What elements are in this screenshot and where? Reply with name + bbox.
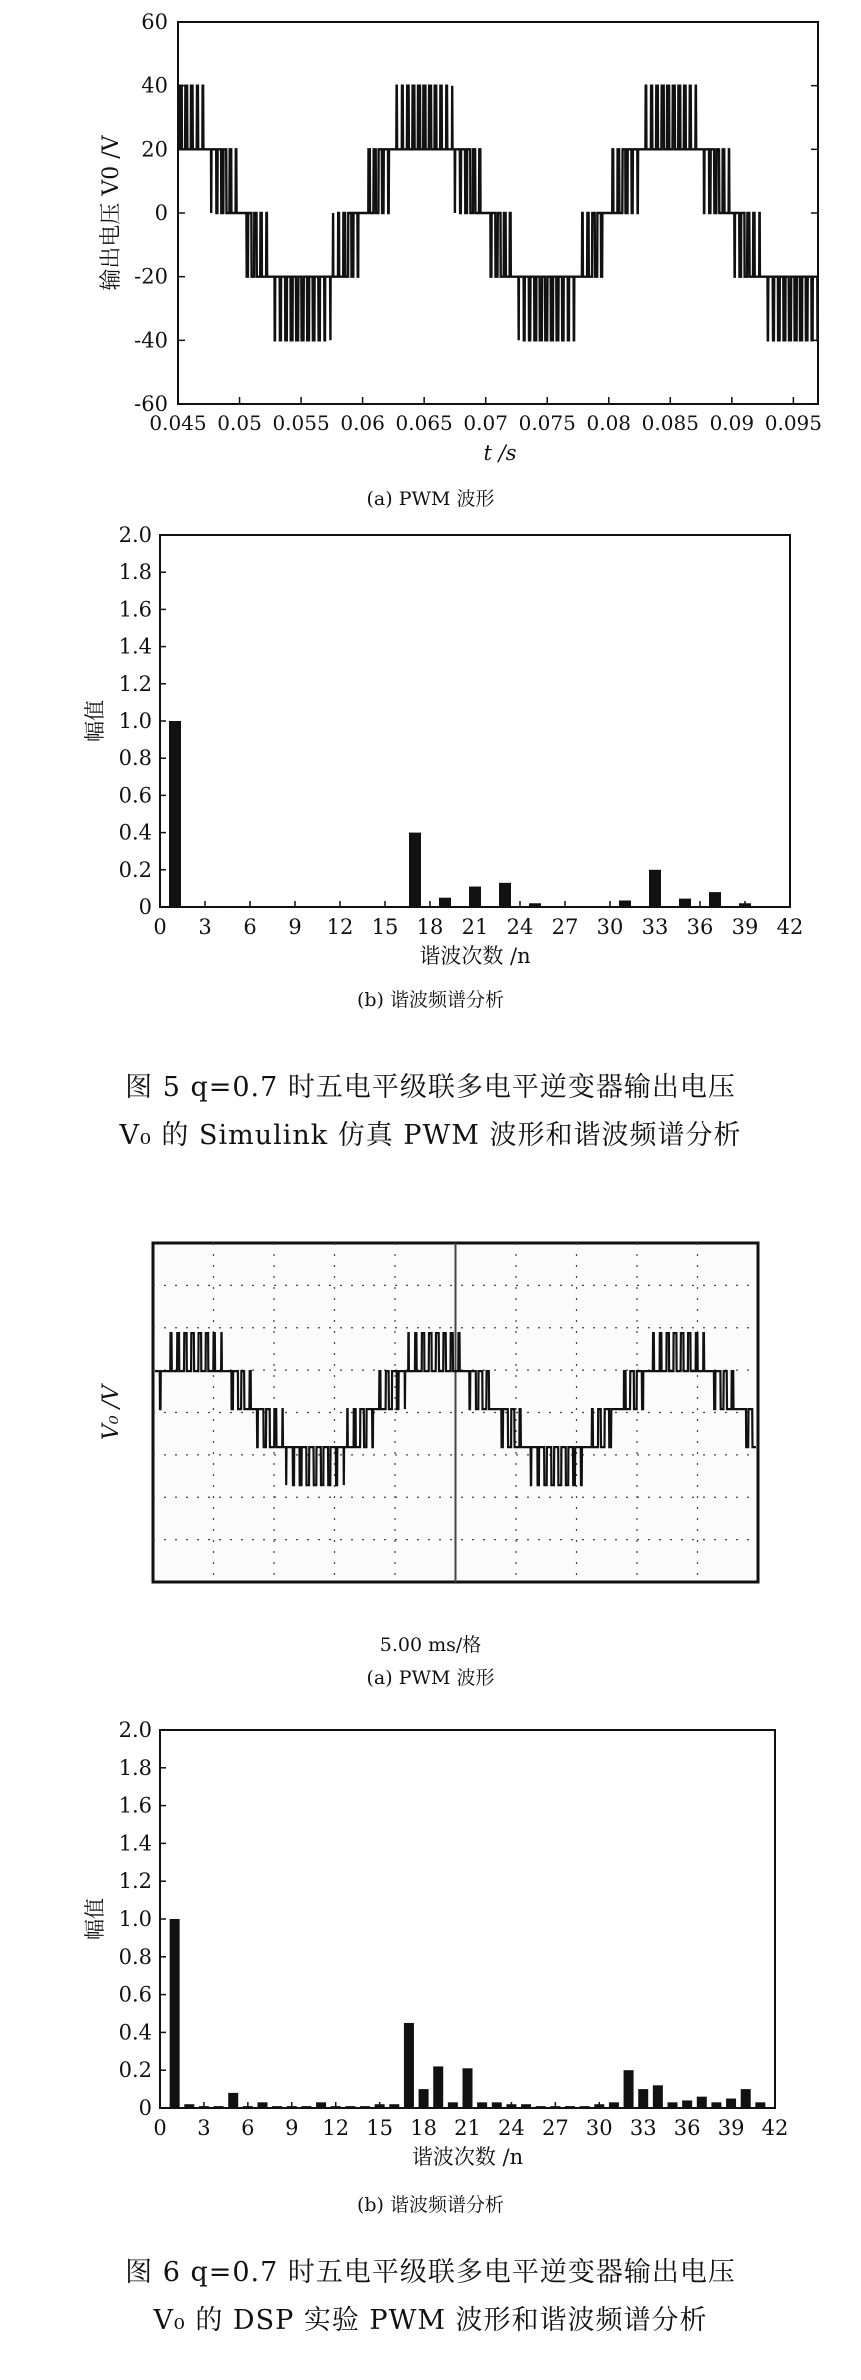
y-tick-label: -60 bbox=[134, 392, 168, 416]
x-tick-label: 0.045 bbox=[149, 411, 207, 435]
y-tick-label: 0 bbox=[154, 201, 168, 225]
bar-harmonic-27 bbox=[550, 2106, 560, 2108]
bar-harmonic-16 bbox=[389, 2104, 399, 2108]
y-tick-label: 0 bbox=[138, 895, 152, 919]
x-axis-label: 谐波次数 /n bbox=[419, 944, 531, 968]
fig6-subcaption-b: (b) 谐波频谱分析 bbox=[356, 2194, 505, 2216]
fig5-subcaption-a: (a) PWM 波形 bbox=[366, 488, 495, 510]
x-tick-label: 0.085 bbox=[641, 411, 699, 435]
x-axis-label: t /s bbox=[483, 441, 517, 465]
x-tick-label: 24 bbox=[506, 915, 534, 939]
bar-harmonic-8 bbox=[272, 2106, 282, 2108]
x-tick-label: 36 bbox=[673, 2116, 701, 2140]
x-tick-label: 27 bbox=[551, 915, 579, 939]
x-tick-label: 0.06 bbox=[340, 411, 385, 435]
y-tick-label: -40 bbox=[134, 328, 168, 353]
y-tick-label: 40 bbox=[141, 73, 168, 98]
y-tick-label: 0.8 bbox=[118, 1944, 152, 1969]
y-tick-label: 1.8 bbox=[118, 560, 152, 585]
x-tick-label: 6 bbox=[243, 915, 257, 939]
bar-harmonic-13 bbox=[345, 2106, 355, 2108]
bar-harmonic-14 bbox=[360, 2106, 370, 2108]
bar-harmonic-31 bbox=[619, 900, 631, 907]
fig6-time-scale-label: 5.00 ms/格 bbox=[379, 1634, 482, 1656]
bar-harmonic-2 bbox=[184, 2104, 194, 2108]
bar-harmonic-29 bbox=[589, 906, 601, 908]
x-tick-label: 39 bbox=[731, 915, 759, 939]
x-tick-label: 0.055 bbox=[272, 411, 330, 435]
bar-harmonic-37 bbox=[709, 892, 721, 907]
y-axis-label: 幅值 bbox=[83, 1898, 107, 1940]
x-tick-label: 30 bbox=[596, 915, 624, 939]
bar-harmonic-1 bbox=[170, 1919, 180, 2108]
x-tick-label: 33 bbox=[641, 915, 669, 939]
x-tick-label: 18 bbox=[416, 915, 444, 939]
x-tick-label: 9 bbox=[288, 915, 302, 939]
y-tick-label: 0.8 bbox=[118, 746, 152, 771]
bar-harmonic-28 bbox=[565, 2106, 575, 2108]
bar-harmonic-33 bbox=[638, 2089, 648, 2108]
fig5-harmonic-spectrum-chart bbox=[0, 515, 861, 975]
bar-harmonic-18 bbox=[419, 2089, 429, 2108]
x-tick-label: 24 bbox=[498, 2116, 525, 2140]
x-tick-label: 0.095 bbox=[764, 411, 823, 435]
bar-harmonic-20 bbox=[448, 2102, 458, 2108]
y-axis-label: 幅值 bbox=[83, 700, 107, 742]
bar-harmonic-38 bbox=[711, 2102, 721, 2108]
y-axis-label: 输出电压 V0 /V bbox=[99, 135, 124, 291]
x-tick-label: 15 bbox=[371, 915, 399, 939]
bar-harmonic-29 bbox=[580, 2106, 590, 2108]
y-tick-label: 1.4 bbox=[118, 634, 152, 659]
x-tick-label: 12 bbox=[322, 2116, 350, 2140]
bar-harmonic-15 bbox=[375, 2104, 385, 2108]
bar-harmonic-30 bbox=[594, 2104, 604, 2108]
x-tick-label: 39 bbox=[717, 2116, 745, 2140]
bar-harmonic-9 bbox=[289, 906, 301, 908]
y-tick-label: 2.0 bbox=[118, 523, 152, 547]
bar-harmonic-25 bbox=[529, 903, 541, 907]
bar-harmonic-41 bbox=[769, 906, 781, 908]
bar-harmonic-21 bbox=[469, 887, 481, 907]
bar-harmonic-19 bbox=[433, 2066, 443, 2108]
bar-harmonic-21 bbox=[463, 2068, 473, 2108]
fig5-pwm-waveform-chart bbox=[0, 0, 861, 480]
fig5-subcaption-b: (b) 谐波频谱分析 bbox=[356, 989, 505, 1011]
bar-harmonic-6 bbox=[243, 2106, 253, 2108]
bar-harmonic-5 bbox=[229, 906, 241, 908]
fig6-caption-line1: 图 6 q=0.7 时五电平级联多电平逆变器输出电压 bbox=[125, 2257, 736, 2288]
bar-harmonic-33 bbox=[649, 870, 661, 907]
bar-harmonic-41 bbox=[755, 2102, 765, 2108]
bar-harmonic-4 bbox=[214, 2106, 224, 2108]
x-tick-label: 0 bbox=[153, 915, 167, 939]
bar-harmonic-11 bbox=[319, 906, 331, 908]
x-tick-label: 21 bbox=[461, 915, 489, 939]
bar-harmonic-10 bbox=[301, 2106, 311, 2108]
y-tick-label: 0 bbox=[138, 2096, 152, 2120]
bar-harmonic-9 bbox=[287, 2106, 297, 2108]
x-tick-label: 27 bbox=[541, 2116, 569, 2140]
fig5-caption-line1: 图 5 q=0.7 时五电平级联多电平逆变器输出电压 bbox=[125, 1072, 736, 1103]
x-tick-label: 3 bbox=[198, 915, 212, 939]
bar-harmonic-31 bbox=[609, 2102, 619, 2108]
bar-harmonic-22 bbox=[477, 2102, 487, 2108]
x-tick-label: 6 bbox=[241, 2116, 255, 2140]
fig6-oscilloscope-chart bbox=[0, 1235, 861, 1615]
bar-harmonic-7 bbox=[258, 2102, 268, 2108]
bar-harmonic-25 bbox=[521, 2104, 531, 2108]
x-tick-label: 36 bbox=[686, 915, 714, 939]
y-tick-label: 20 bbox=[141, 137, 168, 162]
bar-harmonic-26 bbox=[536, 2106, 546, 2108]
x-tick-label: 15 bbox=[366, 2116, 394, 2140]
x-tick-label: 0.07 bbox=[463, 411, 508, 435]
x-tick-label: 21 bbox=[454, 2116, 481, 2140]
x-tick-label: 9 bbox=[285, 2116, 299, 2140]
y-tick-label: 0.2 bbox=[118, 857, 152, 882]
bar-harmonic-12 bbox=[331, 2106, 341, 2108]
bar-harmonic-1 bbox=[169, 721, 181, 907]
fig6-harmonic-spectrum-chart bbox=[0, 1710, 861, 2210]
y-tick-label: 0.6 bbox=[118, 783, 152, 808]
y-tick-label: 1.6 bbox=[118, 1793, 152, 1818]
bar-harmonic-17 bbox=[404, 2023, 414, 2108]
bar-harmonic-23 bbox=[499, 883, 511, 907]
x-tick-label: 3 bbox=[197, 2116, 211, 2140]
x-tick-label: 0 bbox=[153, 2116, 167, 2140]
x-tick-label: 12 bbox=[326, 915, 354, 939]
bar-harmonic-23 bbox=[492, 2102, 502, 2108]
y-tick-label: 1.4 bbox=[118, 1831, 152, 1856]
x-tick-label: 0.09 bbox=[709, 411, 755, 435]
fig5-caption-line2: V₀ 的 Simulink 仿真 PWM 波形和谐波频谱分析 bbox=[119, 1120, 742, 1151]
bar-harmonic-27 bbox=[559, 906, 571, 908]
x-tick-label: 30 bbox=[585, 2116, 613, 2140]
bar-harmonic-3 bbox=[199, 2106, 209, 2108]
x-tick-label: 0.08 bbox=[586, 411, 632, 435]
x-tick-label: 42 bbox=[776, 915, 804, 939]
y-tick-label: 0.4 bbox=[118, 2020, 152, 2045]
bar-harmonic-11 bbox=[316, 2102, 326, 2108]
bar-harmonic-5 bbox=[228, 2093, 238, 2108]
x-axis-label: 谐波次数 /n bbox=[411, 2145, 524, 2169]
y-tick-label: 1.8 bbox=[118, 1755, 152, 1780]
y-tick-label: 0.2 bbox=[118, 2058, 152, 2083]
y-tick-label: 1.0 bbox=[118, 709, 152, 733]
bar-harmonic-37 bbox=[697, 2097, 707, 2108]
x-tick-label: 33 bbox=[629, 2116, 657, 2140]
bar-harmonic-32 bbox=[624, 2070, 634, 2108]
y-tick-label: -20 bbox=[134, 264, 168, 289]
x-tick-label: 0.065 bbox=[395, 411, 453, 435]
bar-harmonic-7 bbox=[259, 906, 271, 908]
y-tick-label: 60 bbox=[141, 10, 168, 34]
y-tick-label: 1.6 bbox=[118, 597, 152, 622]
y-tick-label: 0.4 bbox=[118, 820, 152, 845]
y-axis-label: V₀ /V bbox=[99, 1385, 124, 1440]
x-tick-label: 18 bbox=[410, 2116, 437, 2140]
bar-harmonic-35 bbox=[679, 899, 691, 907]
bar-harmonic-36 bbox=[682, 2100, 692, 2108]
plot-frame bbox=[160, 535, 790, 907]
x-tick-label: 42 bbox=[761, 2116, 789, 2140]
y-tick-label: 2.0 bbox=[118, 1718, 152, 1742]
bar-harmonic-39 bbox=[726, 2099, 736, 2108]
bar-harmonic-34 bbox=[653, 2085, 663, 2108]
pwm-series-line bbox=[178, 86, 818, 341]
fig6-caption-line2: V₀ 的 DSP 实验 PWM 波形和谐波频谱分析 bbox=[153, 2305, 708, 2336]
plot-frame bbox=[160, 1730, 775, 2108]
y-tick-label: 1.2 bbox=[118, 671, 152, 696]
bar-harmonic-17 bbox=[409, 833, 421, 907]
bar-harmonic-3 bbox=[199, 906, 211, 908]
bar-harmonic-19 bbox=[439, 898, 451, 907]
bar-harmonic-24 bbox=[506, 2104, 516, 2108]
bar-harmonic-13 bbox=[349, 906, 361, 908]
y-tick-label: 1.0 bbox=[118, 1907, 152, 1931]
bar-harmonic-15 bbox=[379, 906, 391, 908]
x-tick-label: 0.075 bbox=[518, 411, 576, 435]
fig6-subcaption-a: (a) PWM 波形 bbox=[366, 1667, 495, 1689]
y-tick-label: 1.2 bbox=[118, 1869, 152, 1894]
x-tick-label: 0.05 bbox=[217, 411, 262, 435]
bar-harmonic-40 bbox=[741, 2089, 751, 2108]
bar-harmonic-39 bbox=[739, 903, 751, 907]
y-tick-label: 0.6 bbox=[118, 1982, 152, 2007]
bar-harmonic-35 bbox=[668, 2102, 678, 2108]
